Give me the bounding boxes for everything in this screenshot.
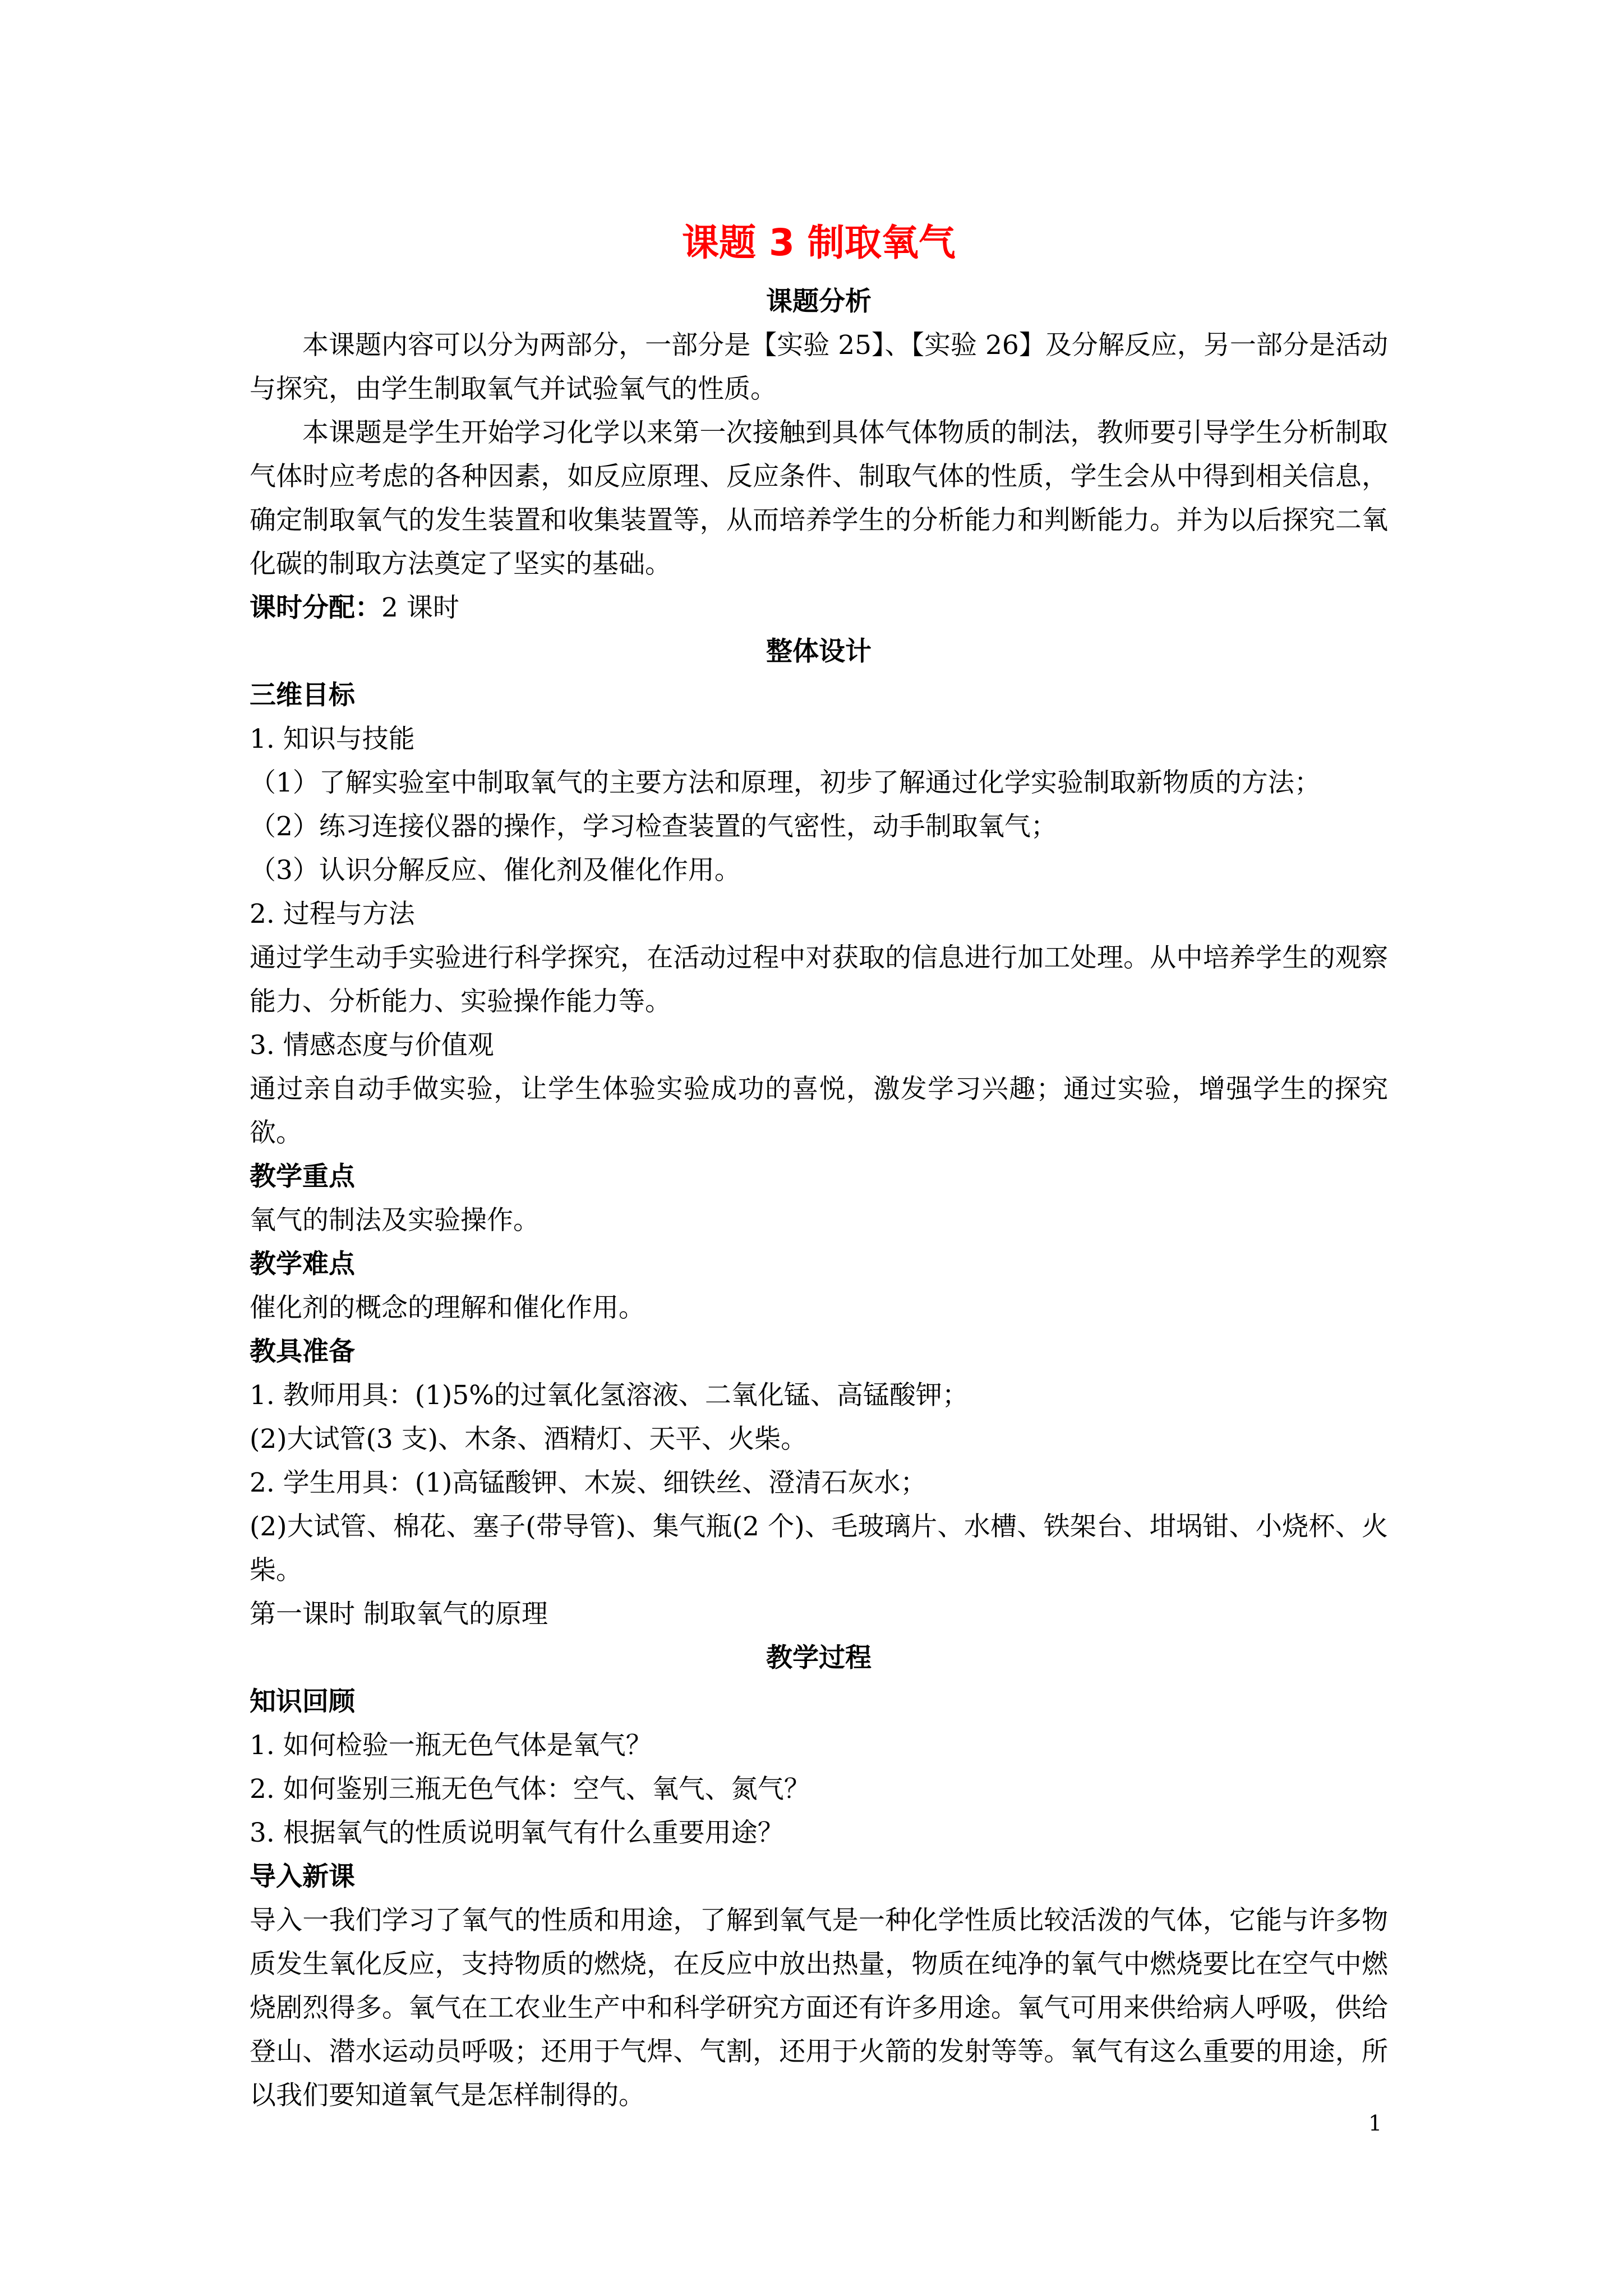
- review-item-2: 2. 如何鉴别三瓶无色气体：空气、氧气、氮气？: [250, 1774, 810, 1805]
- analysis-paragraph-1: 本课题内容可以分为两部分，一部分是【实验 25】、【实验 26】及分解反应，另一部分是活动与探究，由学生制取氧气并试验氧气的性质。: [250, 330, 1388, 404]
- class-hours-value: 2 课时: [381, 592, 459, 623]
- key-point-text: 氧气的制法及实验操作。: [250, 1205, 540, 1236]
- page-number: 1: [1368, 2111, 1382, 2136]
- difficulty-text: 催化剂的概念的理解和催化作用。: [250, 1292, 645, 1323]
- class-hours-line: [250, 586, 1388, 630]
- goals-heading: 三维目标: [250, 680, 355, 711]
- review-heading: 知识回顾: [250, 1686, 355, 1717]
- emotion-text: 通过亲自动手做实验，让学生体验实验成功的喜悦，激发学习兴趣；通过实验，增强学生的探究欲。: [250, 1074, 1388, 1148]
- knowledge-item-3: （3）认识分解反应、催化剂及催化作用。: [250, 855, 741, 886]
- difficulty-heading: 教学难点: [250, 1249, 355, 1280]
- knowledge-item-1: （1）了解实验室中制取氧气的主要方法和原理，初步了解通过化学实验制取新物质的方法；: [250, 767, 1321, 798]
- class-hours-label: 课时分配：: [250, 592, 381, 623]
- review-item-3: 3. 根据氧气的性质说明氧气有什么重要用途？: [250, 1818, 784, 1848]
- first-lesson-label: 第一课时 制取氧气的原理: [250, 1599, 548, 1630]
- process-heading: 2. 过程与方法: [250, 899, 415, 930]
- review-item-1: 1. 如何检验一瓶无色气体是氧气？: [250, 1730, 652, 1761]
- new-lesson-text: 导入一我们学习了氧气的性质和用途，了解到氧气是一种化学性质比较活泼的气体，它能与许多物质发生氧化反应，支持物质的燃烧，在反应中放出热量，物质在纯净的氧气中燃烧要比在空气中燃烧剧烈得多。氧气在工农业生产中和科学研究方面还有许多用途。氧气可用来供给病人呼吸，供给登山、潜水运动员呼吸；还用于气焊、气割，还用于火箭的发射等等。氧气有这么重要的用途，所以我们要知道氧气是怎样制得的。: [250, 1905, 1388, 2111]
- document-content: [250, 216, 1388, 2118]
- analysis-heading: 课题分析: [766, 286, 872, 317]
- overall-design-heading: 整体设计: [766, 636, 872, 667]
- tools-line-4: (2)大试管、棉花、塞子(带导管)、集气瓶(2 个)、毛玻璃片、水槽、铁架台、坩埚钳、小烧杯、火柴。: [250, 1511, 1388, 1586]
- analysis-paragraph-2: 本课题是学生开始学习化学以来第一次接触到具体气体物质的制法，教师要引导学生分析制取气体时应考虑的各种因素，如反应原理、反应条件、制取气体的性质，学生会从中得到相关信息，确定制取氧气的发生装置和收集装置等，从而培养学生的分析能力和判断能力。并为以后探究二氧化碳的制取方法奠定了坚实的基础。: [250, 417, 1388, 579]
- key-point-heading: 教学重点: [250, 1161, 355, 1192]
- new-lesson-heading: 导入新课: [250, 1861, 355, 1892]
- document-title: 课题 3 制取氧气: [682, 221, 956, 264]
- teaching-process-heading: 教学过程: [766, 1642, 872, 1673]
- knowledge-heading: 1. 知识与技能: [250, 724, 415, 754]
- tools-line-2: (2)大试管(3 支)、木条、酒精灯、天平、火柴。: [250, 1424, 808, 1455]
- knowledge-item-2: （2）练习连接仪器的操作，学习检查装置的气密性，动手制取氧气；: [250, 811, 1057, 842]
- emotion-heading: 3. 情感态度与价值观: [250, 1030, 494, 1061]
- tools-line-1: 1. 教师用具：(1)5%的过氧化氢溶液、二氧化锰、高锰酸钾；: [250, 1380, 969, 1411]
- process-text: 通过学生动手实验进行科学探究，在活动过程中对获取的信息进行加工处理。从中培养学生的观察能力、分析能力、实验操作能力等。: [250, 942, 1388, 1017]
- tools-line-3: 2. 学生用具：(1)高锰酸钾、木炭、细铁丝、澄清石灰水；: [250, 1467, 927, 1498]
- tools-heading: 教具准备: [250, 1336, 355, 1367]
